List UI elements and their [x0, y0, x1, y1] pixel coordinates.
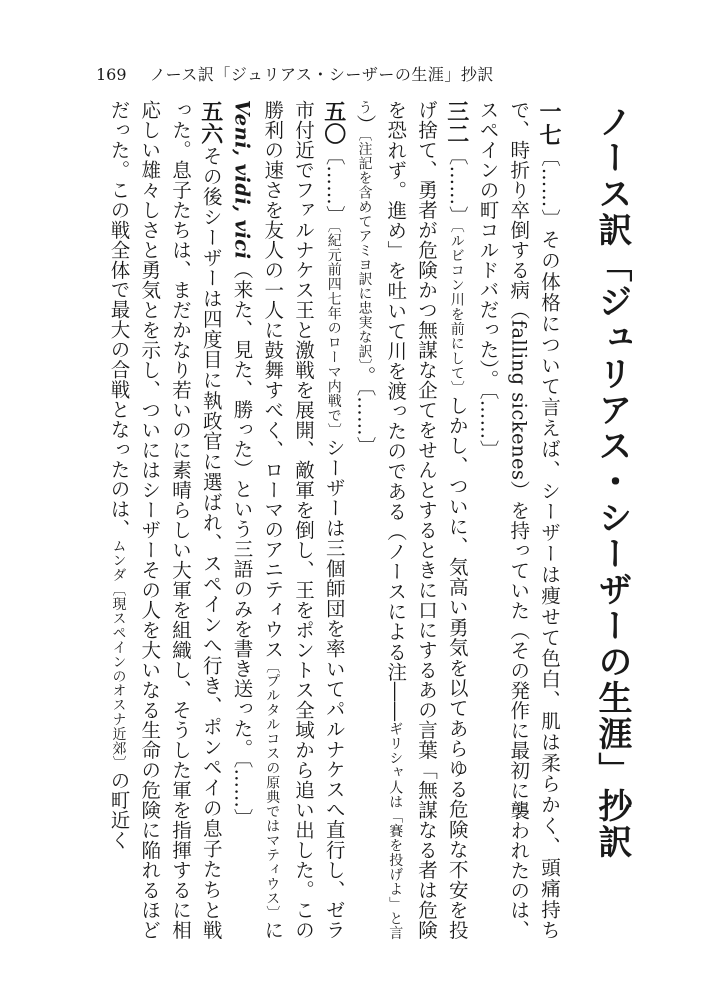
editor-note: 〔プルタルコスの原典ではマティウス〕: [264, 659, 281, 921]
section-32: [349, 100, 472, 940]
section-text: 〔……〕: [322, 145, 346, 226]
section-text: の町近く: [107, 770, 131, 850]
section-text: 。〔……〕: [353, 366, 377, 457]
place-name: ムンダ: [110, 538, 127, 583]
section-text: （来た、見た、勝った）という三語のみを書き送った。〔……〕: [230, 259, 254, 829]
section-text: 〔……〕: [445, 145, 469, 226]
editor-note: 〔ルビコン川を前にして〕: [448, 225, 465, 396]
editor-note: 〔紀元前四七年のローマ内戦で〕: [325, 225, 342, 438]
section-17: [472, 100, 564, 940]
section-text: その後シーザーは四度目に執政官に選ばれ、スペインへ行き、ポンペイの息子たちと戦った。息子たちは、まだかなり若いのに素晴らしい大軍を組織し、そうした軍を指揮するに相応しい雄々しさと勇気とを示し、ついにはシーザーその人を大いなる生命の危険に陥れるほどだった。この戦全体で最大の合戦となったのは、: [107, 100, 223, 940]
running-header: [96, 64, 648, 86]
editor-note: 〔注記を含めてアミヨ訳に忠実な訳〕: [356, 134, 373, 367]
section-56: [103, 100, 226, 940]
section-number: 五六: [197, 100, 224, 146]
running-title: ノース訳「ジュリアス・シーザーの生涯」抄訳: [149, 65, 494, 84]
latin-quote: Veni, vidi, vici: [230, 100, 254, 260]
section-number: 五〇: [320, 100, 347, 146]
section-50: [226, 100, 349, 940]
section-text: シーザーは三個師団を率いてパルナケスへ直行し、ゼラ市付近でファルナケス王と激戦を展開、敵軍を倒し、王をポントス全域から追い出した。この勝利の速さを友人の一人に鼓舞すべく、ローマのアニティウス: [261, 100, 346, 940]
translator-note: ギリシャ人は「賽を投げよ」と言う: [356, 100, 404, 940]
section-number: 三二: [443, 100, 470, 146]
section-text: に: [261, 920, 285, 940]
editor-note: 〔現スペインのオスナ近郊〕: [110, 582, 127, 771]
chapter-title: ノース訳「ジュリアス・シーザーの生涯」抄訳: [592, 104, 632, 860]
section-text: ）を持っていた（その発作に最初に襲われたのは、スペインの町コルドバだった）。〔……〕: [476, 100, 531, 940]
latin-term: falling sickenes: [507, 319, 531, 481]
page-number: 169: [96, 65, 127, 84]
body-text: [72, 100, 564, 940]
section-text: しかし、ついに、気高い勇気を以てあらゆる危険な不安を投げ捨て、勇者が危険かつ無謀な企てをせんとするときに口にするあの言葉「無謀なる者は危険を恐れず。進め」を吐いて川を渡ったのである（ノースによる注――: [384, 100, 469, 940]
section-number: 一七: [536, 100, 562, 147]
section-text: ）: [353, 114, 377, 135]
section-text: 〔……〕その体格について言えば、シーザーは痩せて色白、肌は柔らかく、頭痛持ちで、時折り卒倒する病（: [507, 100, 561, 940]
